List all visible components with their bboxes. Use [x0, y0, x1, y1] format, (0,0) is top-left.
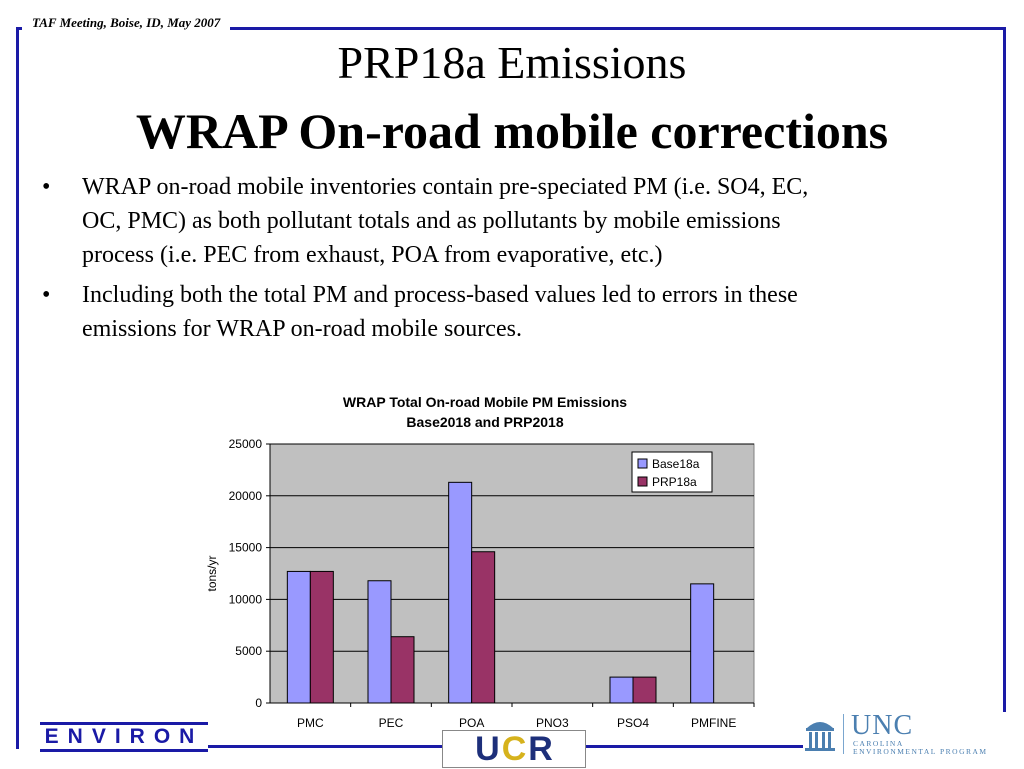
legend-swatch: [638, 459, 647, 468]
legend-label: PRP18a: [652, 475, 697, 489]
chart-title-block: [290, 392, 680, 432]
bar-prp18a: [310, 571, 333, 703]
environ-logo: ENVIRON: [40, 722, 208, 752]
bullet-dot-icon: •: [42, 174, 51, 200]
bar-base18a: [368, 581, 391, 703]
y-tick-label: 15000: [228, 540, 262, 555]
bar-base18a: [610, 677, 633, 703]
x-tick-label: PMC: [296, 716, 324, 730]
x-tick-label: PMFINE: [690, 716, 737, 730]
chart-title: WRAP Total On-road Mobile PM Emissions: [342, 394, 628, 410]
bullet-list: [42, 170, 852, 352]
bar-chart: [190, 430, 770, 735]
slide-title: PRP18a Emissions: [337, 37, 687, 88]
bullet-item: [42, 278, 852, 346]
bar-base18a: [449, 482, 472, 703]
y-tick-label: 10000: [228, 592, 262, 607]
unc-sub-line: ENVIRONMENTAL PROGRAM: [853, 747, 988, 756]
y-axis-label: tons/yr: [205, 555, 219, 592]
bar-prp18a: [633, 677, 656, 703]
y-tick-label: 5000: [235, 644, 262, 659]
bar-prp18a: [391, 637, 414, 703]
bar-prp18a: [472, 552, 495, 703]
bullet-item: [42, 170, 852, 272]
y-tick-label: 20000: [228, 488, 262, 503]
slide-subtitle: WRAP On-road mobile corrections: [135, 103, 889, 159]
x-tick-label: PEC: [378, 716, 404, 730]
ucr-letter: C: [501, 729, 527, 768]
x-tick-label: POA: [458, 716, 485, 730]
chart-subtitle: Base2018 and PRP2018: [406, 414, 564, 430]
bar-base18a: [691, 584, 714, 703]
bullet-text: WRAP on-road mobile inventories contain pre-speciated PM (i.e. SO4, EC, OC, PMC) as both pollutant totals and as pollutants by mobile emissions process (i.e. PEC from exhaust, POA from evaporative, etc.): [82, 174, 809, 268]
bullet-text: Including both the total PM and process-based values led to errors in these emissions for WRAP on-road mobile sources.: [82, 282, 798, 342]
old-well-icon: [803, 714, 837, 754]
x-tick-label: PNO3: [535, 716, 569, 730]
ucr-letter: R: [528, 729, 553, 768]
x-tick-label: PSO4: [616, 716, 650, 730]
unc-logo: [803, 712, 1013, 756]
logo-separator: [843, 714, 844, 754]
unc-sub-line: CAROLINA: [853, 739, 904, 748]
legend-swatch: [638, 477, 647, 486]
y-tick-label: 0: [255, 696, 262, 710]
bullet-dot-icon: •: [42, 282, 51, 308]
ucr-logo: [442, 730, 586, 768]
unc-name: UNC: [851, 710, 914, 741]
y-tick-label: 25000: [228, 437, 262, 451]
legend-label: Base18a: [652, 457, 700, 471]
meeting-label: TAF Meeting, Boise, ID, May 2007: [22, 12, 230, 34]
bar-base18a: [287, 571, 310, 703]
ucr-letter: U: [475, 729, 500, 768]
unc-subtitle: [853, 740, 1013, 756]
